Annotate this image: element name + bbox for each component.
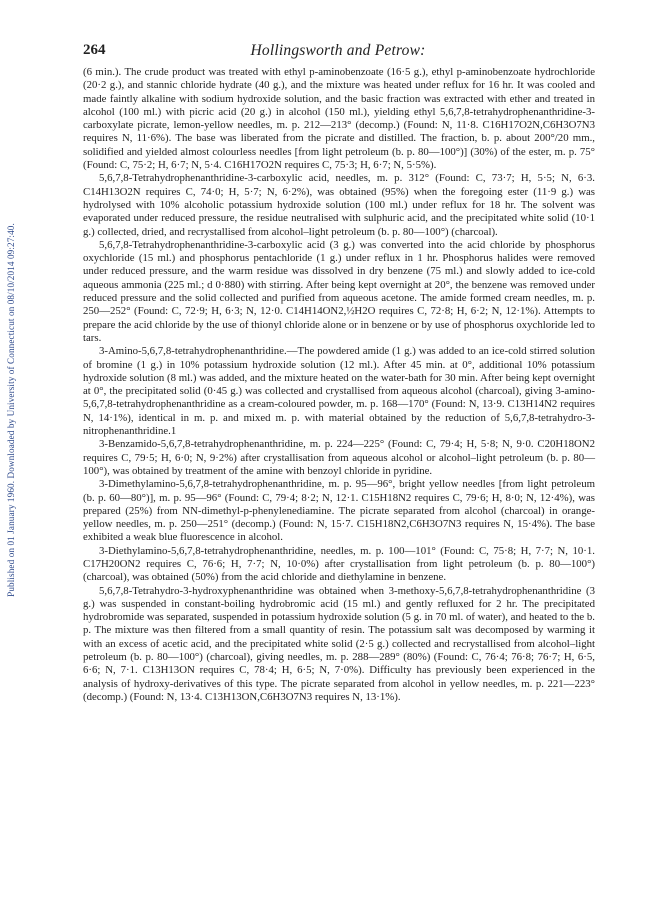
page-header [83, 42, 593, 62]
download-notice-text: Published on 01 January 1960. Downloaded by University of Connecticut on 08/10/2014 09:27:40. [6, 223, 17, 597]
article-body [83, 66, 595, 704]
page-number: 264 [83, 42, 106, 58]
download-notice-margin [0, 110, 22, 710]
paragraph: 5,6,7,8-Tetrahydrophenanthridine-3-carboxylic acid, needles, m. p. 312° (Found: C, 73·7; H, 5·5; N, 6·3. C14H13O2N requires C, 74·0; H, 5·7; N, 6·2%), was obtained (95%) when the foregoing ester (11·9 g.) was hydrolysed with 10% alcoholic potassium hydroxide solution (100 ml.) under reflux for 18 hr. The solvent was evaporated under reduced pressure, the residue neutralised with sulphuric acid, and the precipitated white solid (10·1 g.) collected, dried, and recrystallised from alcohol–light petroleum (b. p. 80—100°) (charcoal). [83, 172, 595, 238]
running-head: Hollingsworth and Petrow: [250, 42, 426, 59]
paragraph: (6 min.). The crude product was treated with ethyl p-aminobenzoate (16·5 g.), ethyl p-aminobenzoate hydrochloride (20·2 g.), and stannic chloride hydrate (40 g.), and the mixture was heated under reflux for 16 hr. It was cooled and made faintly alkaline with sodium hydroxide solution, and the basic fraction was extracted with ether and treated in alcohol (100 ml.) with picric acid (20 g.) in alcohol (150 ml.), yielding ethyl 5,6,7,8-tetrahydrophenanthridine-3-carboxylate picrate, lemon-yellow needles, m. p. 212—213° (decomp.) (Found: N, 11·8. C16H17O2N,C6H3O7N3 requires N, 11·6%). The base was liberated from the picrate and distilled. The fraction, b. p. about 200°/20 mm., solidified and yielded almost colourless needles [from light petroleum (b. p. 80—100°)] (30%) of the ester, m. p. 75° (Found: C, 75·2; H, 6·7; N, 5·4. C16H17O2N requires C, 75·3; H, 6·7; N, 5·5%). [83, 66, 595, 172]
paragraph: 3-Amino-5,6,7,8-tetrahydrophenanthridine.—The powdered amide (1 g.) was added to an ice-cold stirred solution of bromine (1 g.) in 10% potassium hydroxide solution (12 ml.). After 45 min. at 0°, additional 10% potassium hydroxide solution (8 ml.) was added, and the mixture heated on the water-bath for 30 min. After being kept overnight at 0°, the precipitated solid (0·45 g.) was collected and crystallised from aqueous alcohol (charcoal), giving 3-amino-5,6,7,8-tetrahydrophenanthridine as a cream-coloured powder, m. p. 168—170° (Found: N, 13·9. C13H14N2 requires N, 14·1%), identical in m. p. and mixed m. p. with material obtained by the reduction of 5,6,7,8-tetrahydro-3-nitrophenanthridine.1 [83, 345, 595, 438]
paragraph: 5,6,7,8-Tetrahydro-3-hydroxyphenanthridine was obtained when 3-methoxy-5,6,7,8-tetrahydrophenanthridine (3 g.) was suspended in constant-boiling hydrobromic acid (15 ml.) and gently refluxed for 2 hr. The precipitated hydrobromide was separated, suspended in potassium hydroxide solution (5 g. in 70 ml. of water), and heated to the b. p. The mixture was then filtered from a small quantity of resin. The potassium salt was decomposed by warming it with an excess of acetic acid, and the precipitated white solid (2·5 g.) collected and recrystallised from alcohol–light petroleum (b. p. 80—100°) (charcoal), giving needles, m. p. 288—289° (80%) (Found: C, 76·4; 76·8; 76·7; H, 6·5, 6·6; N, 7·1. C13H13ON requires C, 78·4; H, 6·5; N, 7·0%). Difficulty has previously been experienced in the analysis of hydroxy-derivatives of this type. The picrate separated from alcohol in yellow needles, m. p. 221—223° (decomp.) (Found: N, 13·4. C13H13ON,C6H3O7N3 requires N, 13·1%). [83, 584, 595, 703]
paragraph: 3-Diethylamino-5,6,7,8-tetrahydrophenanthridine, needles, m. p. 100—101° (Found: C, 75·8; H, 7·7; N, 10·1. C17H20ON2 requires C, 76·6; H, 7·7; N, 10·0%) after crystallisation from light petroleum (b. p. 80—100°) (charcoal), was obtained (50%) from the acid chloride and diethylamine in benzene. [83, 544, 595, 584]
paragraph: 5,6,7,8-Tetrahydrophenanthridine-3-carboxylic acid (3 g.) was converted into the acid chloride by phosphorus oxychloride (15 ml.) and phosphorus pentachloride (1 g.) under reflux in 1 hr. Phosphorus halides were removed under reduced pressure, and the warm residue was dissolved in dry benzene (75 ml.) and slowly added to ice-cold aqueous ammonia (225 ml.; d 0·880) with stirring. After being kept overnight at 20°, the benzene was removed under reduced pressure and the solid collected and purified from aqueous acetone. The amide formed cream needles, m. p. 250—252° (Found: C, 72·9; H, 6·3; N, 12·0. C14H14ON2,½H2O requires C, 72·8; H, 6·2; N, 12·1%). Attempts to prepare the acid chloride by the use of thionyl chloride alone or in benzene or by use of phosphorus oxychloride led to tars. [83, 238, 595, 344]
paragraph: 3-Dimethylamino-5,6,7,8-tetrahydrophenanthridine, m. p. 95—96°, bright yellow needles [from light petroleum (b. p. 60—80°)], m. p. 95—96° (Found: C, 79·4; 8·2; N, 12·1. C15H18N2 requires C, 79·6; H, 8·0; N, 12·4%), was prepared (25%) from NN-dimethyl-p-phenylenediamine. The picrate separated from alcohol (charcoal) in orange-yellow needles, m. p. 250—251° (decomp.) (Found: N, 15·7. C15H18N2,C6H3O7N3 requires N, 15·4%). The base exhibited a weak blue fluorescence in alcohol. [83, 478, 595, 544]
paragraph: 3-Benzamido-5,6,7,8-tetrahydrophenanthridine, m. p. 224—225° (Found: C, 79·4; H, 5·8; N, 9·0. C20H18ON2 requires C, 79·5; H, 6·0; N, 9·2%) after crystallisation from aqueous alcohol or alcohol–light petroleum (b. p. 80—100°), was obtained by treatment of the amine with benzoyl chloride in pyridine. [83, 438, 595, 477]
